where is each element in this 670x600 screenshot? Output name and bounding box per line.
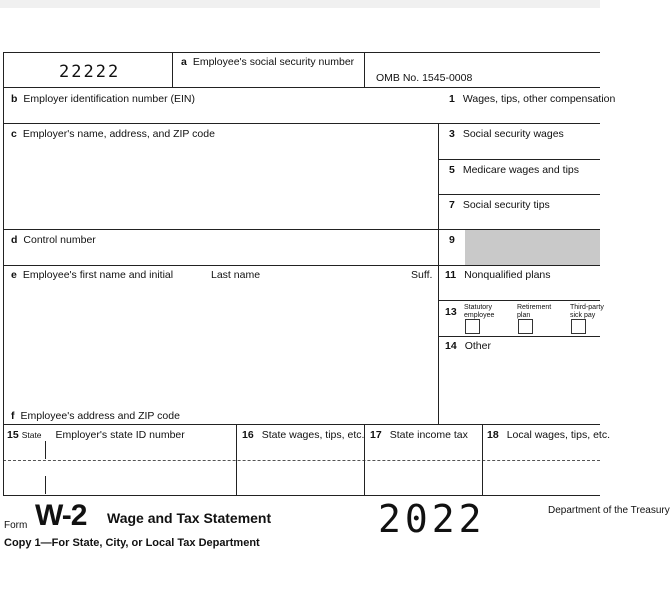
box-14-number: 14: [445, 340, 457, 352]
box-f-label: [11, 410, 180, 422]
box-e-suffix: Suff.: [411, 269, 433, 281]
retirement-plan-label: Retirement plan: [517, 304, 552, 319]
box-c-label: [11, 128, 215, 140]
rule-bottom: [3, 495, 600, 496]
box-1-text: Wages, tips, other compensation: [462, 93, 616, 105]
box-16-text: State wages, tips, etc.: [261, 429, 365, 441]
rule-row-13: [438, 336, 600, 337]
rule-omb-divider: [364, 52, 365, 88]
box-5-label: [449, 164, 579, 176]
box-d-label: [11, 234, 96, 246]
box-b-label: [11, 93, 195, 105]
rule-left: [3, 52, 4, 496]
box-14-label: [445, 340, 491, 352]
form-word: Form: [4, 520, 28, 531]
box-9-number: 9: [449, 234, 455, 246]
box-7-number: 7: [449, 199, 455, 211]
box-14-text: Other: [464, 340, 491, 352]
box-b-text: Employer identification number (EIN): [23, 93, 195, 105]
box-f-letter: f: [11, 410, 15, 422]
rule-right-column: [438, 123, 439, 425]
box-3-number: 3: [449, 128, 455, 140]
rule-row-a: [3, 87, 600, 88]
box-a-label: [181, 56, 354, 68]
box-13-num: 13: [445, 306, 457, 318]
box-13-number: [445, 306, 465, 318]
rule-row-b: [3, 123, 600, 124]
box-c-letter: c: [11, 128, 17, 140]
box-17-label: [370, 429, 468, 441]
retirement-plan-checkbox[interactable]: [518, 319, 533, 334]
box-c-text: Employer's name, address, and ZIP code: [22, 128, 215, 140]
rule-row-d: [3, 265, 600, 266]
copy-designation: Copy 1—For State, City, or Local Tax Department: [4, 537, 260, 549]
box-16-number: 16: [242, 429, 254, 441]
box-e-text: Employee's first name and initial: [22, 269, 174, 281]
box-18-number: 18: [487, 429, 499, 441]
top-edge: [0, 0, 600, 8]
rule-row-3: [438, 159, 600, 160]
rule-col-18: [482, 424, 483, 496]
box-16-label: [242, 429, 364, 441]
box-15-state: State: [21, 430, 42, 440]
box-5-number: 5: [449, 164, 455, 176]
box-11-text: Nonqualified plans: [464, 269, 551, 281]
third-party-sick-pay-checkbox[interactable]: [571, 319, 586, 334]
box-a-letter: a: [181, 56, 187, 68]
box-d-letter: d: [11, 234, 18, 246]
box-d-text: Control number: [23, 234, 96, 246]
box-15-text: Employer's state ID number: [55, 429, 185, 441]
form-name: W-2: [35, 499, 87, 532]
box-17-number: 17: [370, 429, 382, 441]
box-15-label: [7, 429, 185, 441]
box-17-text: State income tax: [389, 429, 468, 441]
form-code-value: 22222: [59, 62, 121, 82]
box-f-text: Employee's address and ZIP code: [20, 410, 180, 422]
box-15-number: 15: [7, 429, 19, 441]
rule-top: [3, 52, 600, 53]
box-3-text: Social security wages: [462, 128, 564, 140]
statutory-employee-label: Statutory employee: [464, 304, 495, 319]
form-title: Wage and Tax Statement: [107, 510, 272, 526]
rule-row-11: [438, 300, 600, 301]
rule-col-16: [236, 424, 237, 496]
state-field-tick-upper: [45, 441, 46, 459]
department-label: Department of the Treasury: [548, 505, 670, 516]
box-9-label: [449, 234, 463, 246]
rule-row-5: [438, 194, 600, 195]
box-e-letter: e: [11, 269, 17, 281]
omb-number: OMB No. 1545-0008: [376, 72, 473, 84]
rule-row-f: [3, 424, 600, 425]
box-11-label: [445, 269, 551, 281]
box-e-label: [11, 269, 173, 281]
box-11-number: 11: [445, 269, 457, 281]
statutory-employee-checkbox[interactable]: [465, 319, 480, 334]
box-1-label: [449, 93, 615, 105]
box9-shaded: [465, 230, 600, 265]
box-7-text: Social security tips: [462, 199, 550, 211]
rule-dashed-state: [3, 460, 600, 461]
tax-year: 2022: [378, 497, 486, 541]
third-party-sick-pay-label: Third-party sick pay: [570, 304, 604, 319]
box-1-number: 1: [449, 93, 455, 105]
box-3-label: [449, 128, 564, 140]
box-7-label: [449, 199, 550, 211]
box-18-label: [487, 429, 610, 441]
box-b-letter: b: [11, 93, 18, 105]
w2-form: [3, 52, 616, 497]
state-field-tick-lower: [45, 476, 46, 494]
box-5-text: Medicare wages and tips: [462, 164, 579, 176]
box-a-text: Employee's social security number: [192, 56, 355, 68]
box-18-text: Local wages, tips, etc.: [506, 429, 610, 441]
rule-ssn-divider: [172, 52, 173, 88]
box-e-last-name: Last name: [211, 269, 261, 281]
